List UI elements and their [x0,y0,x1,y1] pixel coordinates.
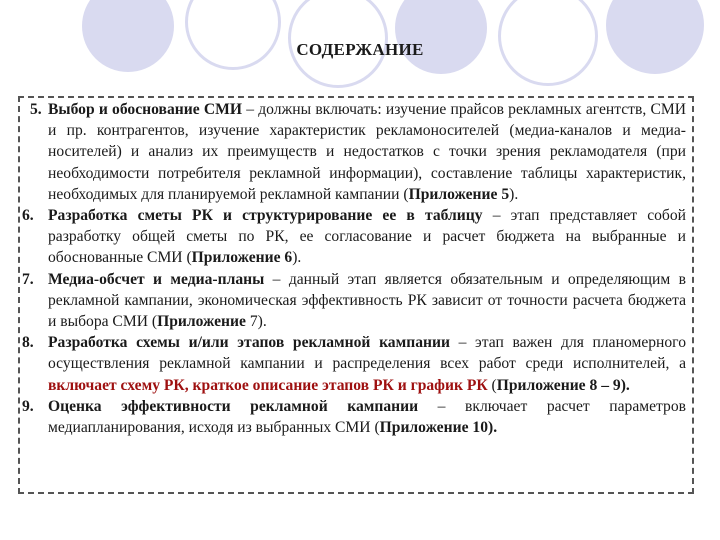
item-number: 6. [22,207,34,225]
item-text: – данный этап является обязательным и определяющим в рекламной кампании, экономическая эффективность РК зависит от точности расчета бюджета и выбора СМИ ( [48,270,686,331]
item-heading: Медиа-обсчет и медиа-планы [48,270,265,288]
item-text-2: ( [487,376,497,394]
list-item [22,205,686,269]
item-appendix: Приложение [157,313,246,331]
item-number: 7. [22,270,34,288]
list-item [22,99,686,205]
item-highlight: включает схему РК, краткое описание этапов РК и график РК [48,376,488,394]
decor-circle-6 [606,0,704,74]
item-tail: ). [257,313,267,331]
item-text: – этап важен для планомерного осуществления рекламной кампании и распределения всех работ среди исполнителей, а [48,334,686,373]
item-heading: Выбор и обоснование СМИ [48,101,242,118]
decor-circle-1 [82,0,174,72]
item-tail: ). [292,249,302,267]
item-text: – должны включать: изучение прайсов рекламных агентств, СМИ и пр. контрагентов, изучение характеристик рекламоносителей (медиа-каналов и медиа-носителей) и анализ их преимуществ и недостатков с точки зрения рекламодателя (при необходимости потребителя рекламной информации), составление таблицы характеристик, необходимых для планируемой рекламной кампании ( [48,101,686,203]
item-heading: Оценка эффективности рекламной кампании [48,397,419,415]
list-item [22,269,686,333]
item-tail: ). [509,185,519,203]
decor-circle-4 [395,0,487,74]
item-appendix: Приложение 5 [408,185,510,203]
item-heading: Разработка схемы и/или этапов рекламной кампании [48,334,450,352]
item-number: 8. [22,334,34,352]
item-appendix: Приложение 6 [191,249,293,267]
item-tail: ). [488,419,498,437]
list-item [22,332,686,396]
page-title: СОДЕРЖАНИЕ [296,40,424,59]
item-text: – включает расчет параметров медиапланирования, исходя из выбранных СМИ ( [48,397,686,437]
item-tail: ). [620,376,630,394]
item-number: 5. [30,101,42,118]
list-item [22,396,686,438]
item-appendix-number: 7 [245,313,258,331]
item-heading: Разработка сметы РК и структурирование ее в таблицу [48,207,483,225]
item-number: 9. [22,397,34,415]
item-text: – этап представляет собой разработку общей сметы по РК, ее согласование и расчет бюджета на выбранные и обоснованные СМИ ( [48,207,686,267]
content-list [22,99,686,438]
item-appendix: Приложение 10 [379,419,488,437]
item-appendix: Приложение 8 – 9 [496,376,621,394]
